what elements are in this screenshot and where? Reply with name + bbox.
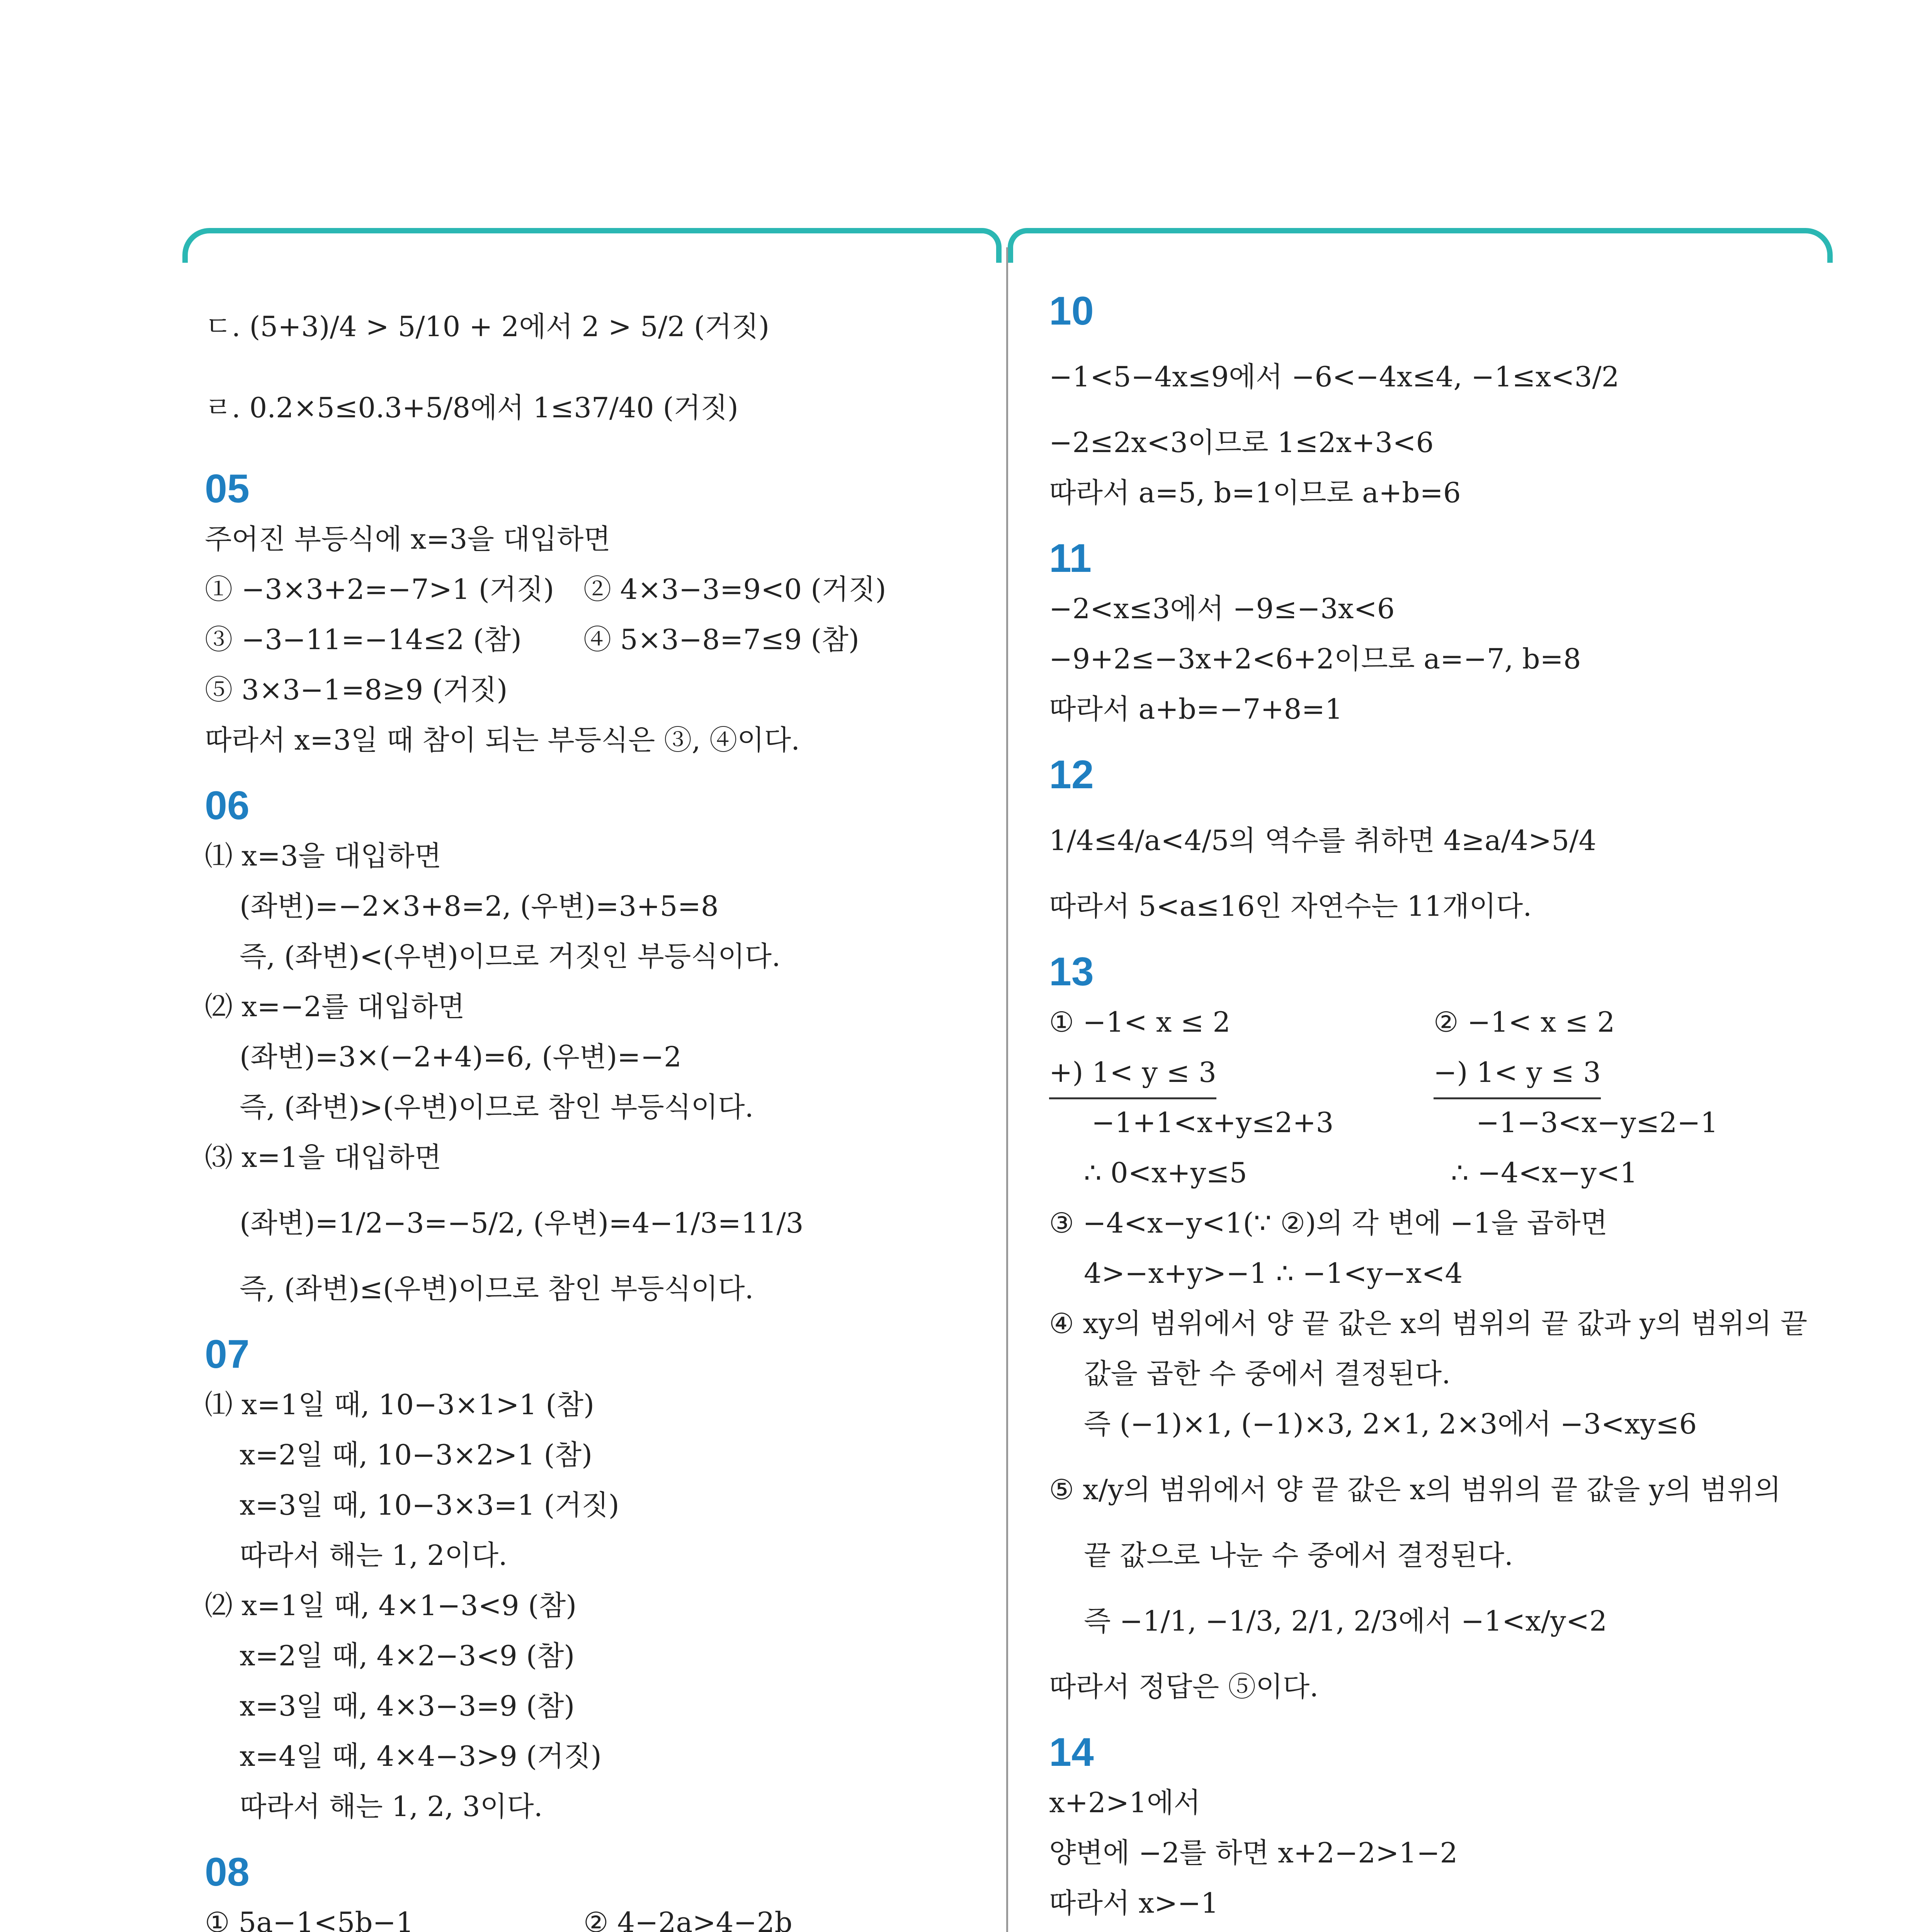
problem-number-12: 12 xyxy=(1049,752,1094,797)
right-column xyxy=(1049,286,1818,1932)
answer-line: 즉, (좌변)<(우변)이므로 거짓인 부등식이다. xyxy=(240,940,781,973)
answer-line: ③ −4<x−y<1(∵ ②)의 각 변에 −1을 곱하면 xyxy=(1049,1207,1608,1239)
problem-number-11: 11 xyxy=(1049,536,1092,581)
answer-line: ⑶ x=1을 대입하면 xyxy=(205,1141,442,1173)
answer-line: −9+2≤−3x+2<6+2이므로 a=−7, b=8 xyxy=(1049,643,1581,675)
answer-line: 따라서 정답은 ⑤이다. xyxy=(1049,1670,1319,1703)
answer-line: −2≤2x<3이므로 1≤2x+3<6 xyxy=(1049,426,1434,459)
answer-line: 주어진 부등식에 x=3을 대입하면 xyxy=(205,523,611,555)
answer-line: 양변에 −2를 하면 x+2−2>1−2 xyxy=(1049,1837,1458,1869)
answer-line: 즉 −1/1, −1/3, 2/1, 2/3에서 −1<x/y<2 xyxy=(1084,1605,1607,1637)
problem-number-10: 10 xyxy=(1049,289,1094,333)
answer-line: 즉 (−1)×1, (−1)×3, 2×1, 2×3에서 −3<xy≤6 xyxy=(1084,1408,1697,1440)
answer-line: 즉, (좌변)≤(우변)이므로 참인 부등식이다. xyxy=(240,1272,754,1305)
answer-line: ⑴ x=1일 때, 10−3×1>1 (참) xyxy=(205,1388,595,1421)
answer-line: −2<x≤3에서 −9≤−3x<6 xyxy=(1049,592,1395,625)
problem-number-07: 07 xyxy=(205,1332,250,1377)
answer-line: ① 5a−1<5b−1 xyxy=(205,1906,414,1932)
calc-line: ① −1< x ≤ 2 xyxy=(1049,1006,1231,1038)
answer-line: x=3일 때, 10−3×3=1 (거짓) xyxy=(240,1489,619,1521)
answer-line: ① −3×3+2=−7>1 (거짓) xyxy=(205,573,554,605)
answer-line: (좌변)=1/2−3=−5/2, (우변)=4−1/3=11/3 xyxy=(240,1207,804,1239)
answer-line: 따라서 해는 1, 2, 3이다. xyxy=(240,1790,543,1823)
calc-line: −1−3<x−y≤2−1 xyxy=(1476,1106,1718,1139)
answer-line: x+2>1에서 xyxy=(1049,1786,1201,1819)
answer-line: 따라서 x>−1 xyxy=(1049,1887,1219,1919)
answer-line: x=3일 때, 4×3−3=9 (참) xyxy=(240,1690,575,1722)
calc-line: −) 1< y ≤ 3 xyxy=(1434,1047,1601,1099)
answer-line: 즉, (좌변)>(우변)이므로 참인 부등식이다. xyxy=(240,1091,754,1123)
answer-line: (좌변)=−2×3+8=2, (우변)=3+5=8 xyxy=(240,890,719,922)
answer-line: ⑵ x=1일 때, 4×1−3<9 (참) xyxy=(205,1589,577,1622)
calc-row xyxy=(1049,1148,1818,1198)
answer-line: −1<5−4x≤9에서 −6<−4x≤4, −1≤x<3/2 xyxy=(1049,361,1619,393)
answer-line: 4>−x+y>−1 ∴ −1<y−x<4 xyxy=(1084,1257,1463,1289)
calc-row xyxy=(1049,997,1818,1047)
answer-line: ㄷ. (5+3)/4 > 5/10 + 2에서 2 > 5/2 (거짓) xyxy=(205,310,770,343)
problem-number-06: 06 xyxy=(205,783,250,828)
answer-line: x=2일 때, 10−3×2>1 (참) xyxy=(240,1439,593,1471)
answer-line: 값을 곱한 수 중에서 결정된다. xyxy=(1084,1357,1451,1390)
answer-line: 따라서 해는 1, 2이다. xyxy=(240,1539,507,1571)
problem-number-05: 05 xyxy=(205,466,250,511)
answer-line: ⑴ x=3을 대입하면 xyxy=(205,840,442,872)
answer-line: ㄹ. 0.2×5≤0.3+5/8에서 1≤37/40 (거짓) xyxy=(205,391,738,424)
answer-line: 끝 값으로 나눈 수 중에서 결정된다. xyxy=(1084,1539,1514,1571)
calc-row xyxy=(1049,1047,1818,1097)
answer-line: ⑤ x/y의 범위에서 양 끝 값은 x의 범위의 끝 값을 y의 범위의 xyxy=(1049,1473,1781,1506)
answer-line: x=4일 때, 4×4−3>9 (거짓) xyxy=(240,1740,602,1772)
answer-line: (좌변)=3×(−2+4)=6, (우변)=−2 xyxy=(240,1041,682,1073)
calc-row xyxy=(1049,1097,1818,1148)
problem-number-14: 14 xyxy=(1049,1730,1094,1775)
answer-line: ③ −3−11=−14≤2 (참) xyxy=(205,623,522,656)
answer-line: ⑵ x=−2를 대입하면 xyxy=(205,990,465,1023)
problem-number-13: 13 xyxy=(1049,949,1094,994)
answer-line: ⑤ 3×3−1=8≥9 (거짓) xyxy=(205,673,508,706)
calc-line: ∴ −4<x−y<1 xyxy=(1451,1156,1638,1189)
calc-line: ∴ 0<x+y≤5 xyxy=(1084,1156,1247,1189)
answer-line: 따라서 a=5, b=1이므로 a+b=6 xyxy=(1049,476,1461,509)
left-frame-border xyxy=(182,228,1002,263)
answer-line: 1/4≤4/a<4/5의 역수를 취하면 4≥a/4>5/4 xyxy=(1049,824,1597,857)
answer-row xyxy=(205,614,993,665)
answer-line: ④ xy의 범위에서 양 끝 값은 x의 범위의 끝 값과 y의 범위의 끝 xyxy=(1049,1307,1808,1340)
answer-row xyxy=(205,564,993,614)
left-column xyxy=(205,286,993,1932)
answer-line: x=2일 때, 4×2−3<9 (참) xyxy=(240,1639,575,1672)
answer-line: ② 4×3−3=9<0 (거짓) xyxy=(583,573,886,605)
calc-line: ② −1< x ≤ 2 xyxy=(1434,1006,1615,1038)
answer-row xyxy=(205,1897,993,1932)
right-frame-border xyxy=(1008,228,1833,263)
calc-line: −1+1<x+y≤2+3 xyxy=(1092,1106,1334,1139)
answer-line: 따라서 5<a≤16인 자연수는 11개이다. xyxy=(1049,890,1532,922)
answer-line: 따라서 a+b=−7+8=1 xyxy=(1049,693,1343,725)
answer-line: ② 4−2a>4−2b xyxy=(583,1906,793,1932)
answer-line: 따라서 x=3일 때 참이 되는 부등식은 ③, ④이다. xyxy=(205,724,800,756)
column-divider xyxy=(1006,247,1008,1932)
answer-line: ④ 5×3−8=7≤9 (참) xyxy=(583,623,859,656)
calc-line: +) 1< y ≤ 3 xyxy=(1049,1047,1216,1099)
problem-number-08: 08 xyxy=(205,1850,250,1895)
